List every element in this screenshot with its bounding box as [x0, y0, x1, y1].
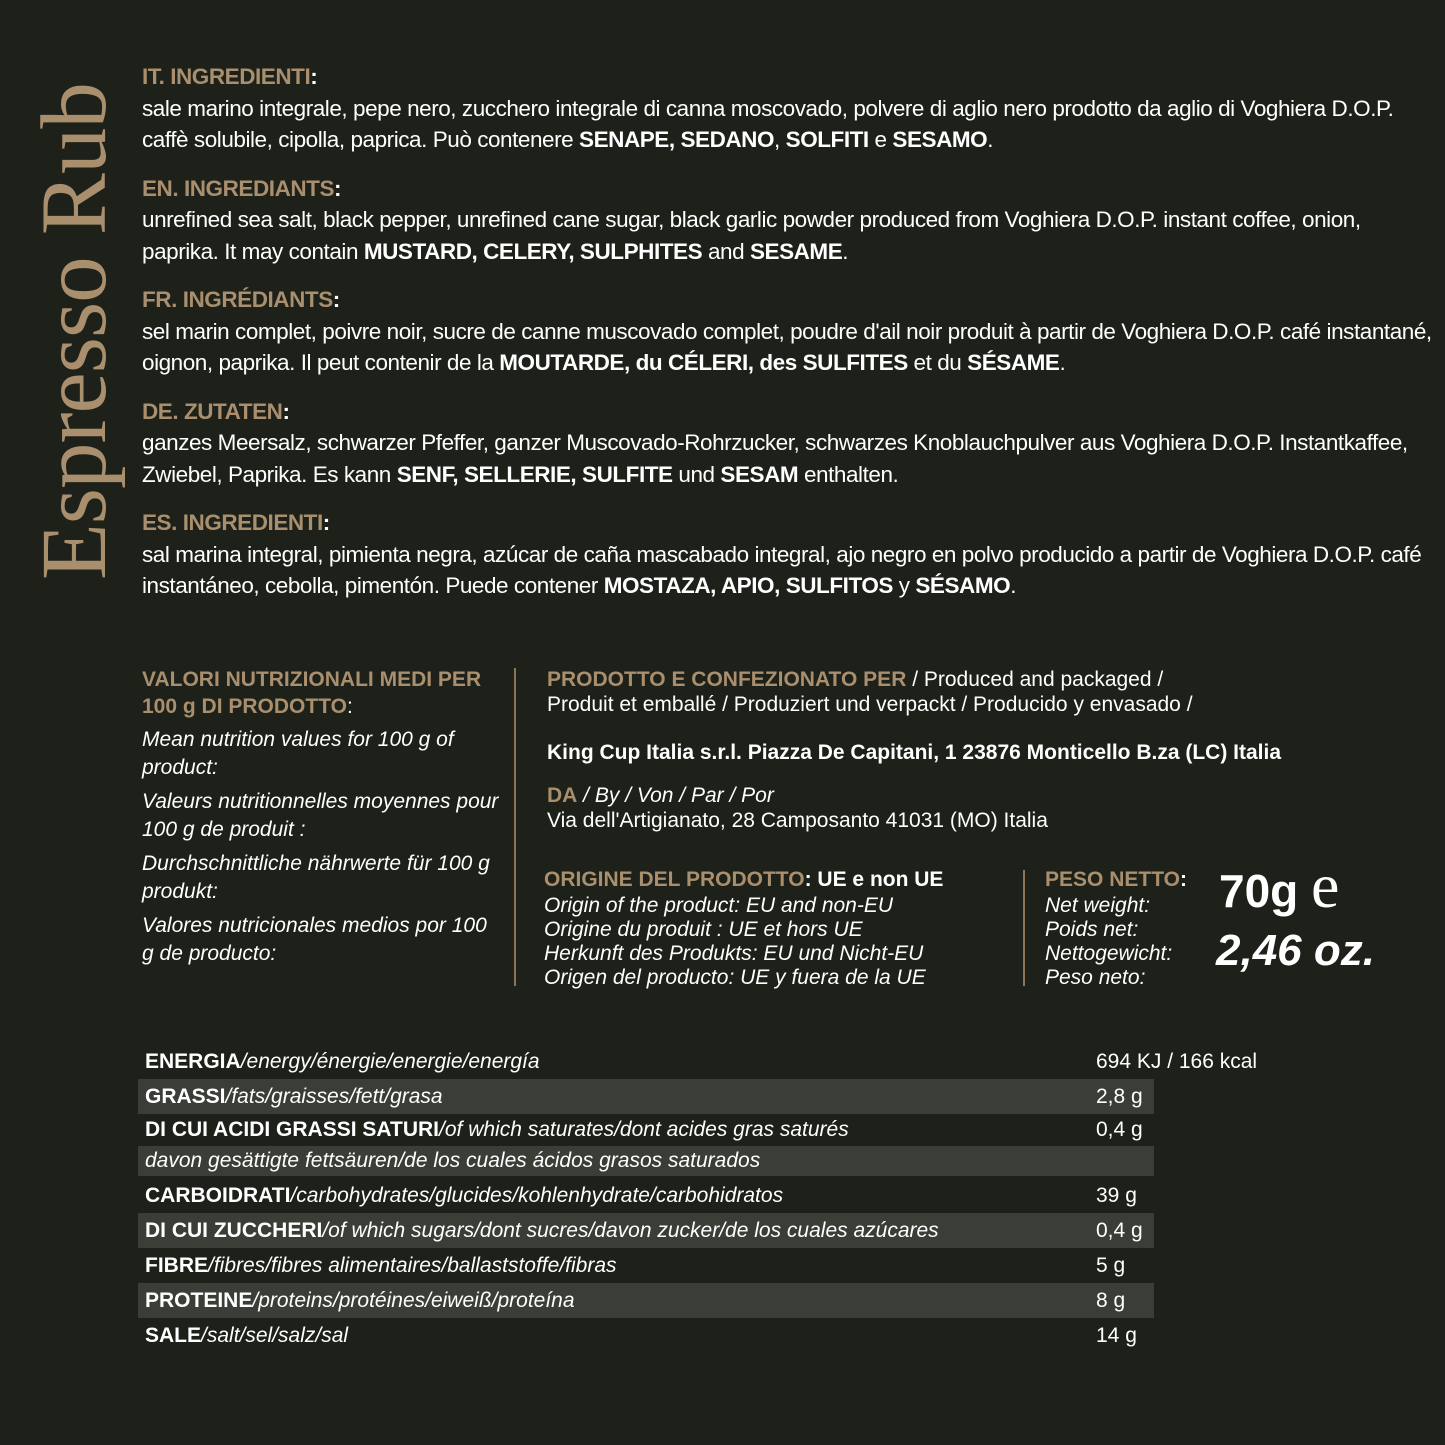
origin-line: Origine du produit : UE et hors UE — [544, 918, 863, 941]
weight-label-tr: Nettogewicht: — [1045, 942, 1173, 965]
nutrient-translation: /fibres/fibres alimentaires/ballaststoffe/fibras — [208, 1254, 617, 1277]
ingredient-segment: . — [987, 127, 994, 152]
ingredient-segment: et du — [907, 350, 968, 375]
da-translations: / By / Von / Par / Por — [577, 784, 774, 807]
nutrition-row — [138, 1114, 1154, 1178]
allergen-text: MOSTAZA, APIO, SULFITOS — [603, 573, 893, 598]
nutrition-header-title: VALORI NUTRIZIONALI MEDI PER 100 g DI PRODOTTO — [142, 668, 482, 718]
ingredient-segment: , — [774, 127, 786, 152]
weight-label-tr: Poids net: — [1045, 918, 1139, 941]
allergen-text: SESAME — [749, 238, 843, 264]
nutrition-row — [138, 1283, 1154, 1318]
nutrient-value: 694 KJ / 166 kcal — [1096, 1050, 1258, 1073]
ingredient-segment: e — [868, 127, 893, 152]
weight-metric: 70g — [1219, 865, 1299, 917]
origin-value: : UE e non UE — [804, 868, 944, 891]
ingredient-block — [142, 61, 1432, 156]
ingredient-block — [142, 396, 1432, 491]
producer-address: Via dell'Artigianato, 28 Camposanto 41031 (MO) Italia — [547, 809, 1048, 832]
producer-company: King Cup Italia s.r.l. Piazza De Capitani, 1 23876 Monticello B.za (LC) Italia — [547, 741, 1282, 764]
origin-label: ORIGINE DEL PRODOTTO — [544, 868, 805, 891]
nutrient-name: SALE — [145, 1324, 202, 1347]
ingredient-language-code: ES. INGREDIENTI — [142, 510, 323, 535]
nutrient-translation: /carbohydrates/glucides/kohlenhydrate/carbohidratos — [290, 1184, 784, 1207]
ingredient-segment: unrefined sea salt, black pepper, unrefined cane sugar, black garlic powder produced from Voghiera D.O.P. instant coffee, onion, paprika. It may contain — [142, 207, 1361, 264]
nutrition-header-block: VALORI NUTRIZIONALI MEDI PER 100 g DI PRODOTTO: Mean nutrition values for 100 g of product: Valeurs nutritionnelles moyennes pour 100 g de produit : Durchschnittliche nährwerte für 100 g produkt: Valores nutricionales medios por 100 g de producto: — [142, 666, 502, 968]
vertical-divider — [514, 668, 516, 986]
ingredient-segment: ganzes Meersalz, schwarzer Pfeffer, ganzer Muscovado-Rohrzucker, schwarzes Knoblauchpulver aus Voghiera D.O.P. Instantkaffee, Zwiebel, Paprika. Es kann — [142, 430, 1408, 487]
nutrient-name: DI CUI ZUCCHERI — [145, 1219, 323, 1242]
allergen-text: SÉSAME — [967, 350, 1060, 375]
ingredient-segment: and — [702, 238, 750, 264]
allergen-text: SOLFITI — [785, 127, 869, 152]
nutrient-name: CARBOIDRATI — [145, 1184, 291, 1207]
nutrition-header-translation: Valores nutricionales medios por 100 g de producto: — [142, 914, 487, 965]
origin-line: Origin of the product: EU and non-EU — [544, 894, 894, 917]
nutrition-row — [138, 1044, 1258, 1079]
nutrient-value: 0,4 g — [1096, 1118, 1143, 1141]
nutrient-name: DI CUI ACIDI GRASSI SATURI — [145, 1118, 440, 1141]
origin-block — [544, 866, 1014, 990]
ingredient-heading: ES. INGREDIENTI: — [142, 510, 330, 535]
ingredient-text — [142, 539, 1432, 602]
ingredient-language-code: IT. INGREDIENTI — [142, 64, 311, 89]
ingredient-heading: FR. INGRÉDIANTS: — [142, 287, 340, 312]
nutrition-header-translation: Durchschnittliche nährwerte für 100 g produkt: — [142, 852, 490, 903]
allergen-text: MOUTARDE, du CÉLERI, des SULFITES — [499, 350, 908, 375]
ingredient-segment: . — [842, 238, 849, 264]
ingredient-block — [142, 173, 1432, 268]
nutrition-row — [138, 1213, 1154, 1248]
nutrition-header-translation: Mean nutrition values for 100 g of product: — [142, 728, 454, 779]
ingredient-segment: enthalten. — [798, 461, 899, 487]
nutrient-name: ENERGIA — [145, 1050, 241, 1073]
nutrient-translation: /salt/sel/salz/sal — [201, 1324, 349, 1347]
ingredient-text — [142, 204, 1432, 267]
nutrient-translation: /fats/graisses/fett/grasa — [225, 1085, 443, 1108]
nutrient-value: 5 g — [1096, 1254, 1126, 1277]
nutrition-header-translation: Valeurs nutritionnelles moyennes pour 100 g de produit : — [142, 790, 499, 841]
allergen-text: SESAMO — [892, 127, 988, 152]
ingredient-segment: . — [1059, 350, 1066, 375]
nutrition-row — [138, 1079, 1154, 1114]
nutrient-translation: /of which sugars/dont sucres/davon zucker/de los cuales azúcares — [322, 1219, 939, 1242]
origin-line: Herkunft des Produkts: EU und Nicht-EU — [544, 942, 924, 965]
weight-imperial: 2,46 oz. — [1216, 926, 1375, 975]
weight-label: PESO NETTO — [1045, 868, 1180, 891]
ingredient-block — [142, 507, 1432, 602]
ingredient-language-code: FR. INGRÉDIANTS — [142, 287, 333, 312]
ingredient-segment: . — [1010, 573, 1016, 598]
nutrient-translation: /of which saturates/dont acides gras saturés — [439, 1118, 849, 1141]
producer-label: PRODOTTO E CONFEZIONATO PER — [547, 668, 907, 691]
allergen-text: MUSTARD, CELERY, SULPHITES — [363, 238, 703, 264]
nutrient-name: FIBRE — [145, 1254, 208, 1277]
nutrient-name: PROTEINE — [145, 1289, 253, 1312]
nutrient-value: 14 g — [1096, 1324, 1137, 1347]
weight-label-tr: Peso neto: — [1045, 966, 1146, 989]
allergen-text: SESAM — [720, 461, 799, 487]
allergen-text: SENF, SELLERIE, SULFITE — [396, 461, 673, 487]
nutrient-value: 8 g — [1096, 1289, 1126, 1312]
nutrient-translation: davon gesättigte fettsäuren/de los cuales ácidos grasos saturados — [138, 1146, 1154, 1176]
ingredient-language-code: DE. ZUTATEN — [142, 398, 283, 424]
nutrient-value: 0,4 g — [1096, 1219, 1143, 1242]
ingredient-text — [142, 316, 1432, 379]
ingredient-heading: EN. INGREDIANTS: — [142, 175, 342, 201]
producer-block — [547, 666, 1427, 833]
ingredient-heading: IT. INGREDIENTI: — [142, 64, 318, 89]
nutrition-table — [138, 1044, 1258, 1353]
nutrition-row — [138, 1248, 1154, 1283]
ingredient-block — [142, 284, 1432, 379]
ingredient-segment: sal marina integral, pimienta negra, azúcar de caña mascabado integral, ajo negro en polvo producido a partir de Voghiera D.O.P. café instantáneo, cebolla, pimentón. Puede contener — [142, 541, 1422, 598]
ingredient-heading: DE. ZUTATEN: — [142, 398, 290, 424]
product-title: Espresso Rub — [23, 83, 126, 580]
nutrient-translation: /proteins/protéines/eiweiß/proteína — [252, 1289, 575, 1312]
ingredient-segment: und — [672, 461, 721, 487]
ingredient-segment: sel marin complet, poivre noir, sucre de canne muscovado complet, poudre d'ail noir produit à partir de Voghiera D.O.P. café instantané, oignon, paprika. Il peut contenir de la — [142, 318, 1432, 375]
estimated-e-mark: e — [1311, 850, 1340, 921]
nutrient-translation: /energy/énergie/energie/energía — [240, 1050, 540, 1073]
ingredient-language-code: EN. INGREDIANTS — [142, 175, 335, 201]
nutrient-value: 39 g — [1096, 1184, 1137, 1207]
nutrition-row — [138, 1318, 1154, 1353]
nutrition-row — [138, 1178, 1154, 1213]
allergen-text: SÉSAMO — [915, 573, 1011, 598]
ingredient-segment: y — [892, 573, 916, 598]
nutrient-value: 2,8 g — [1096, 1085, 1143, 1108]
producer-label-en: / Produced and packaged / — [906, 668, 1164, 691]
ingredients-section — [142, 61, 1432, 619]
vertical-divider — [1023, 870, 1025, 986]
weight-block: PESO NETTO: Net weight: Poids net: Nettogewicht: Peso neto: 70g e 2,46 oz. — [1045, 866, 1435, 990]
ingredient-segment: sale marino integrale, pepe nero, zucchero integrale di canna moscovado, polvere di aglio nero prodotto da aglio di Voghiera D.O.P. caffè solubile, cipolla, paprica. Può contenere — [142, 95, 1394, 152]
origin-line: Origen del producto: UE y fuera de la UE — [544, 966, 926, 989]
weight-label-tr: Net weight: — [1045, 894, 1151, 917]
ingredient-text — [142, 93, 1432, 156]
nutrient-name: GRASSI — [145, 1085, 226, 1108]
producer-label-others: Produit et emballé / Produziert und verpackt / Producido y envasado / — [547, 693, 1193, 716]
allergen-text: SENAPE, SEDANO — [579, 127, 775, 152]
da-label: DA — [547, 784, 578, 807]
ingredient-text — [142, 427, 1432, 490]
